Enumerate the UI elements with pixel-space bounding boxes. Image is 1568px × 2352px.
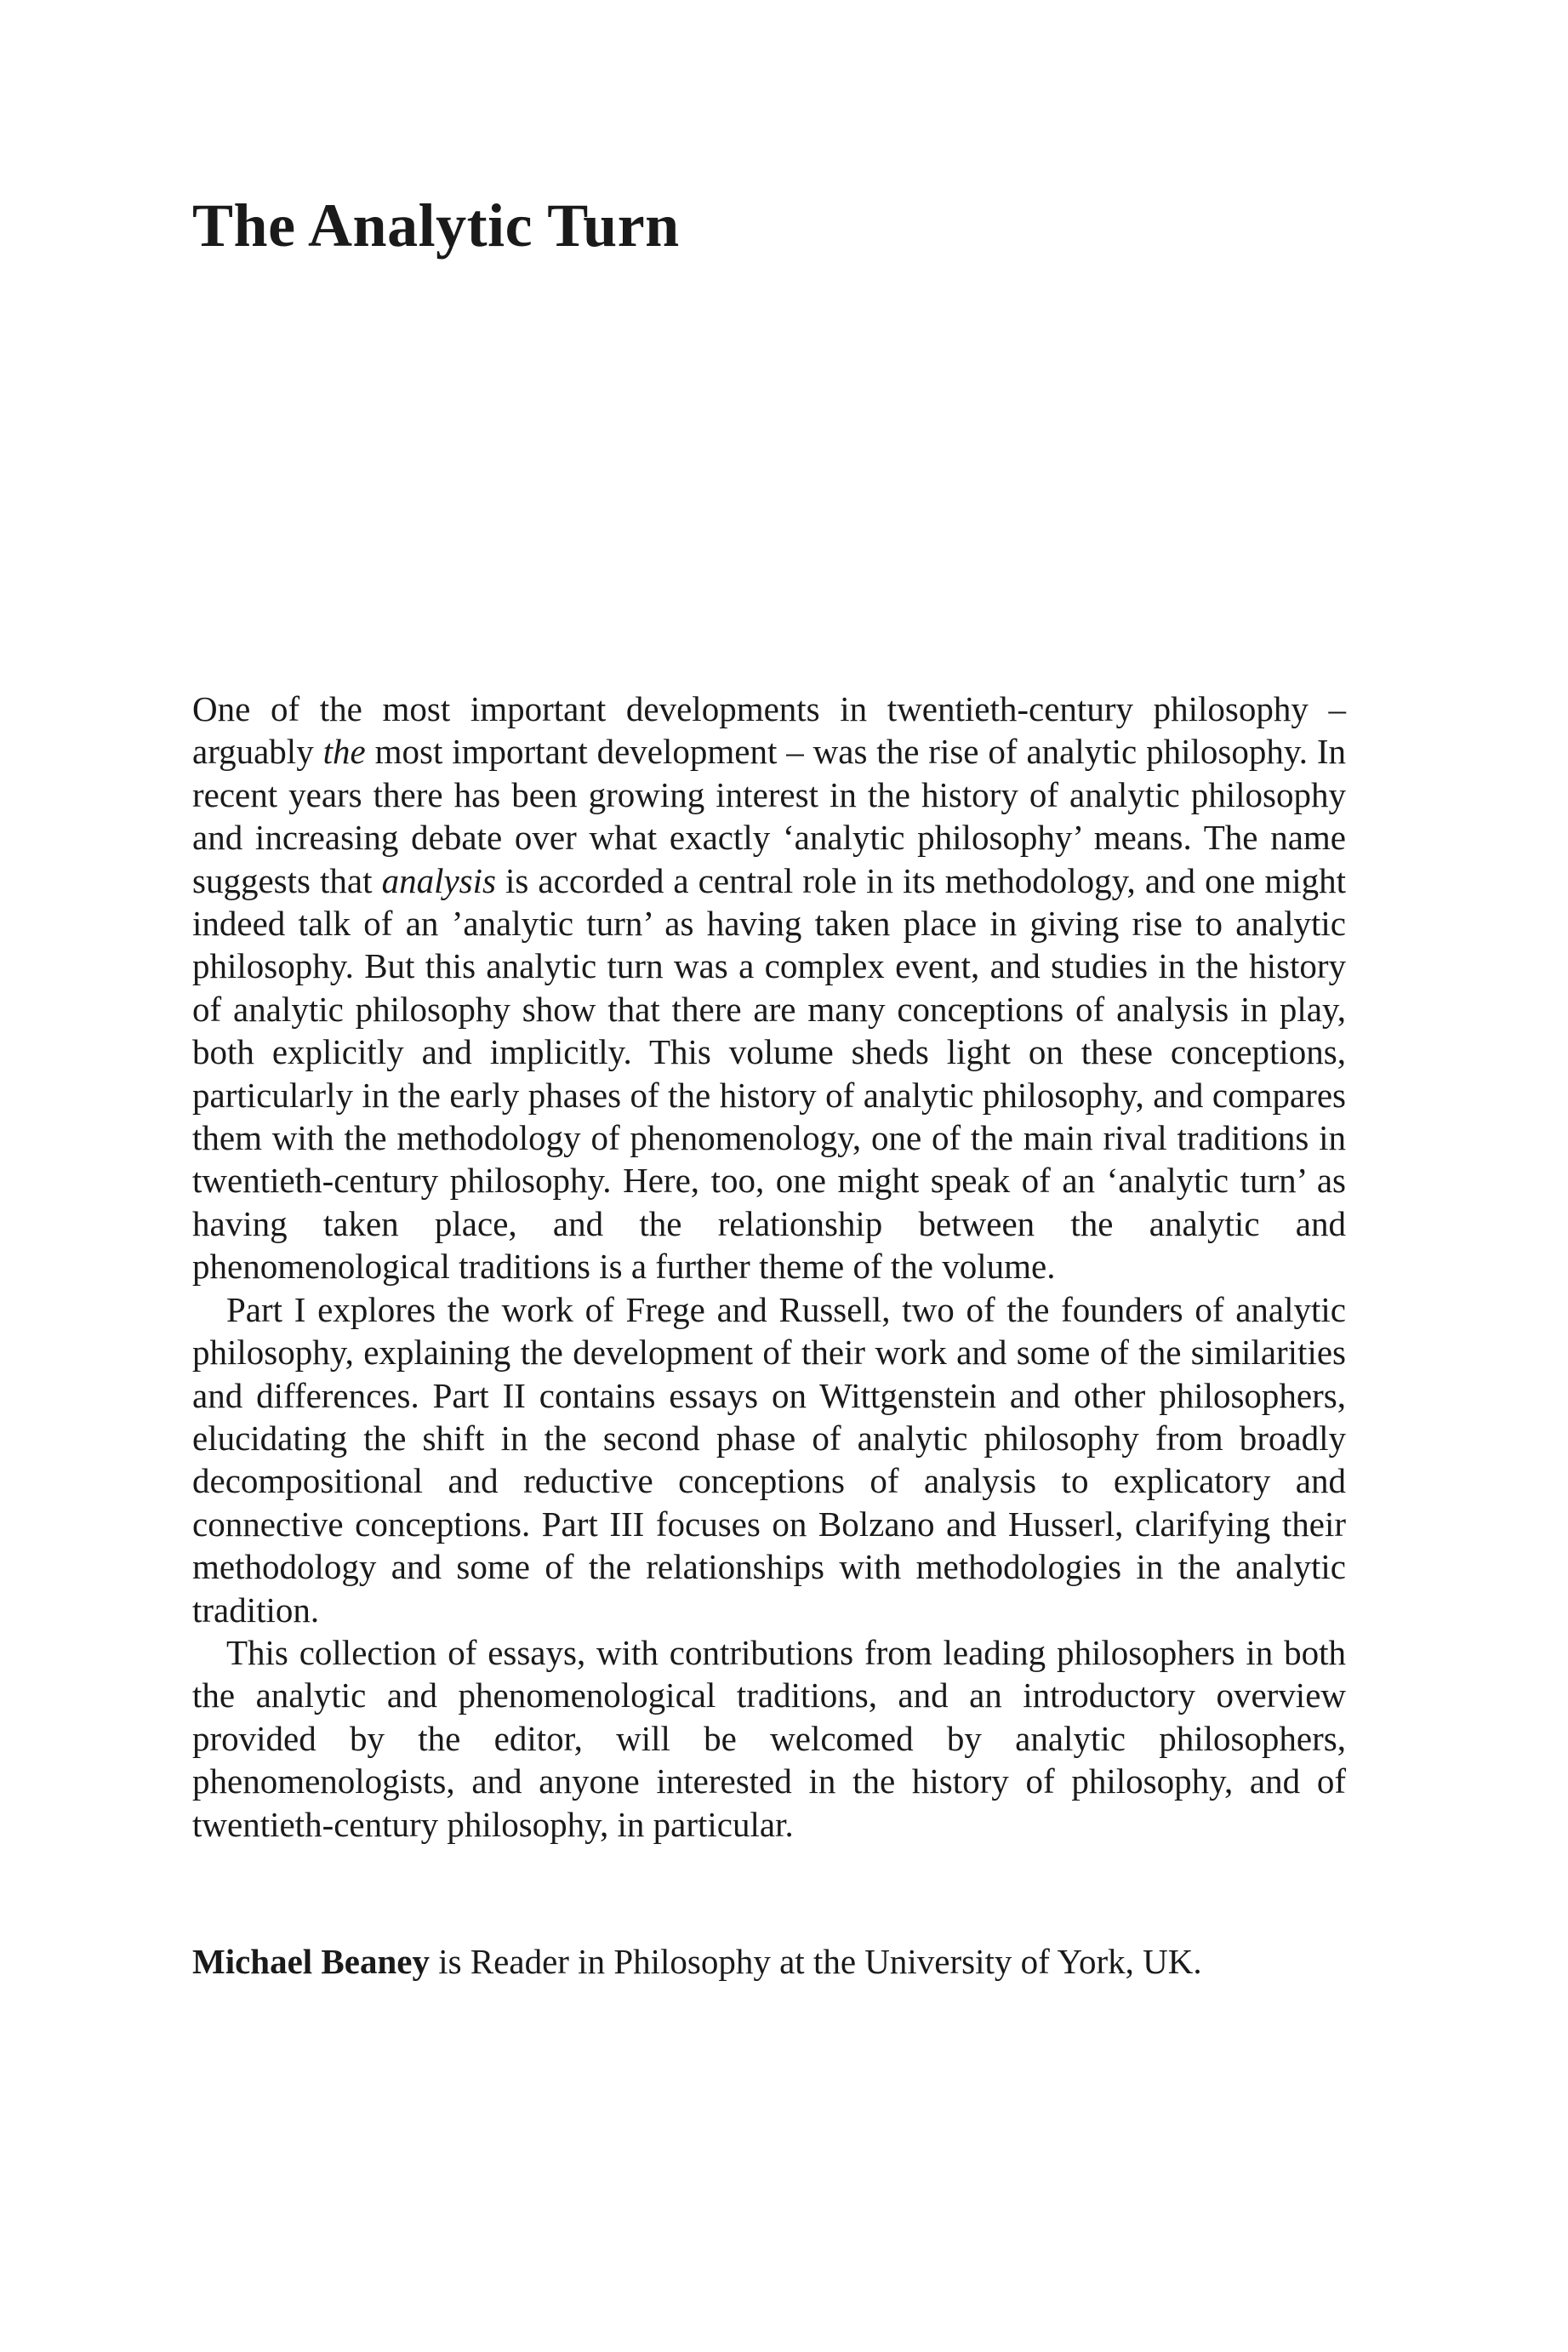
description-body <box>192 688 1346 1846</box>
editor-bio <box>192 1940 1346 1983</box>
emphasis-the: the <box>322 732 366 772</box>
paragraph-intro-part-a: One of the most important developments in twentieth-century philosophy – arguably <box>192 689 1346 772</box>
page-title: The Analytic Turn <box>192 191 680 260</box>
paragraph-intro-part-c: most important development – was the rise of analytic philosophy. In recent years there has been growing interest in the history of analytic philosophy and increasing debate over what exactly ‘analytic philosophy’ means. The name suggests that <box>192 732 1346 900</box>
paragraph-intro <box>192 688 1346 1288</box>
editor-bio-text: is Reader in Philosophy at the University of York, UK. <box>429 1942 1202 1981</box>
emphasis-analysis: analysis <box>381 860 496 900</box>
paragraph-audience: This collection of essays, with contributions from leading philosophers in both the analytic and phenomenological traditions, and an introductory overview provided by the editor, will be welcomed by analytic philosophers, phenomenologists, and anyone interested in the history of philosophy, and of twentieth-century philosophy, in particular. <box>192 1632 1346 1844</box>
paragraph-parts-overview: Part I explores the work of Frege and Russell, two of the founders of analytic philosophy, explaining the development of their work and some of the similarities and differences. Part II contains essays on Wittgenstein and other philosophers, elucidating the shift in the second phase of analytic philosophy from broadly decompositional and reductive conceptions of analysis to explicatory and connective conceptions. Part III focuses on Bolzano and Husserl, clarifying their methodology and some of the relationships with methodologies in the analytic tradition. <box>192 1289 1346 1630</box>
paragraph-intro-part-e: is accorded a central role in its methodology, and one might indeed talk of an ’analytic turn’ as having taken place in giving rise to analytic philosophy. But this analytic turn was a complex event, and studies in the history of analytic philosophy show that there are many conceptions of analysis in play, both explicitly and implicitly. This volume sheds light on these conceptions, particularly in the early phases of the history of analytic philosophy, and compares them with the methodology of phenomenology, one of the main rival traditions in twentieth-century philosophy. Here, too, one might speak of an ‘analytic turn’ as having taken place, and the relationship between the analytic and phenomenological traditions is a further theme of the volume. <box>192 860 1347 1287</box>
editor-name: Michael Beaney <box>192 1942 430 1981</box>
